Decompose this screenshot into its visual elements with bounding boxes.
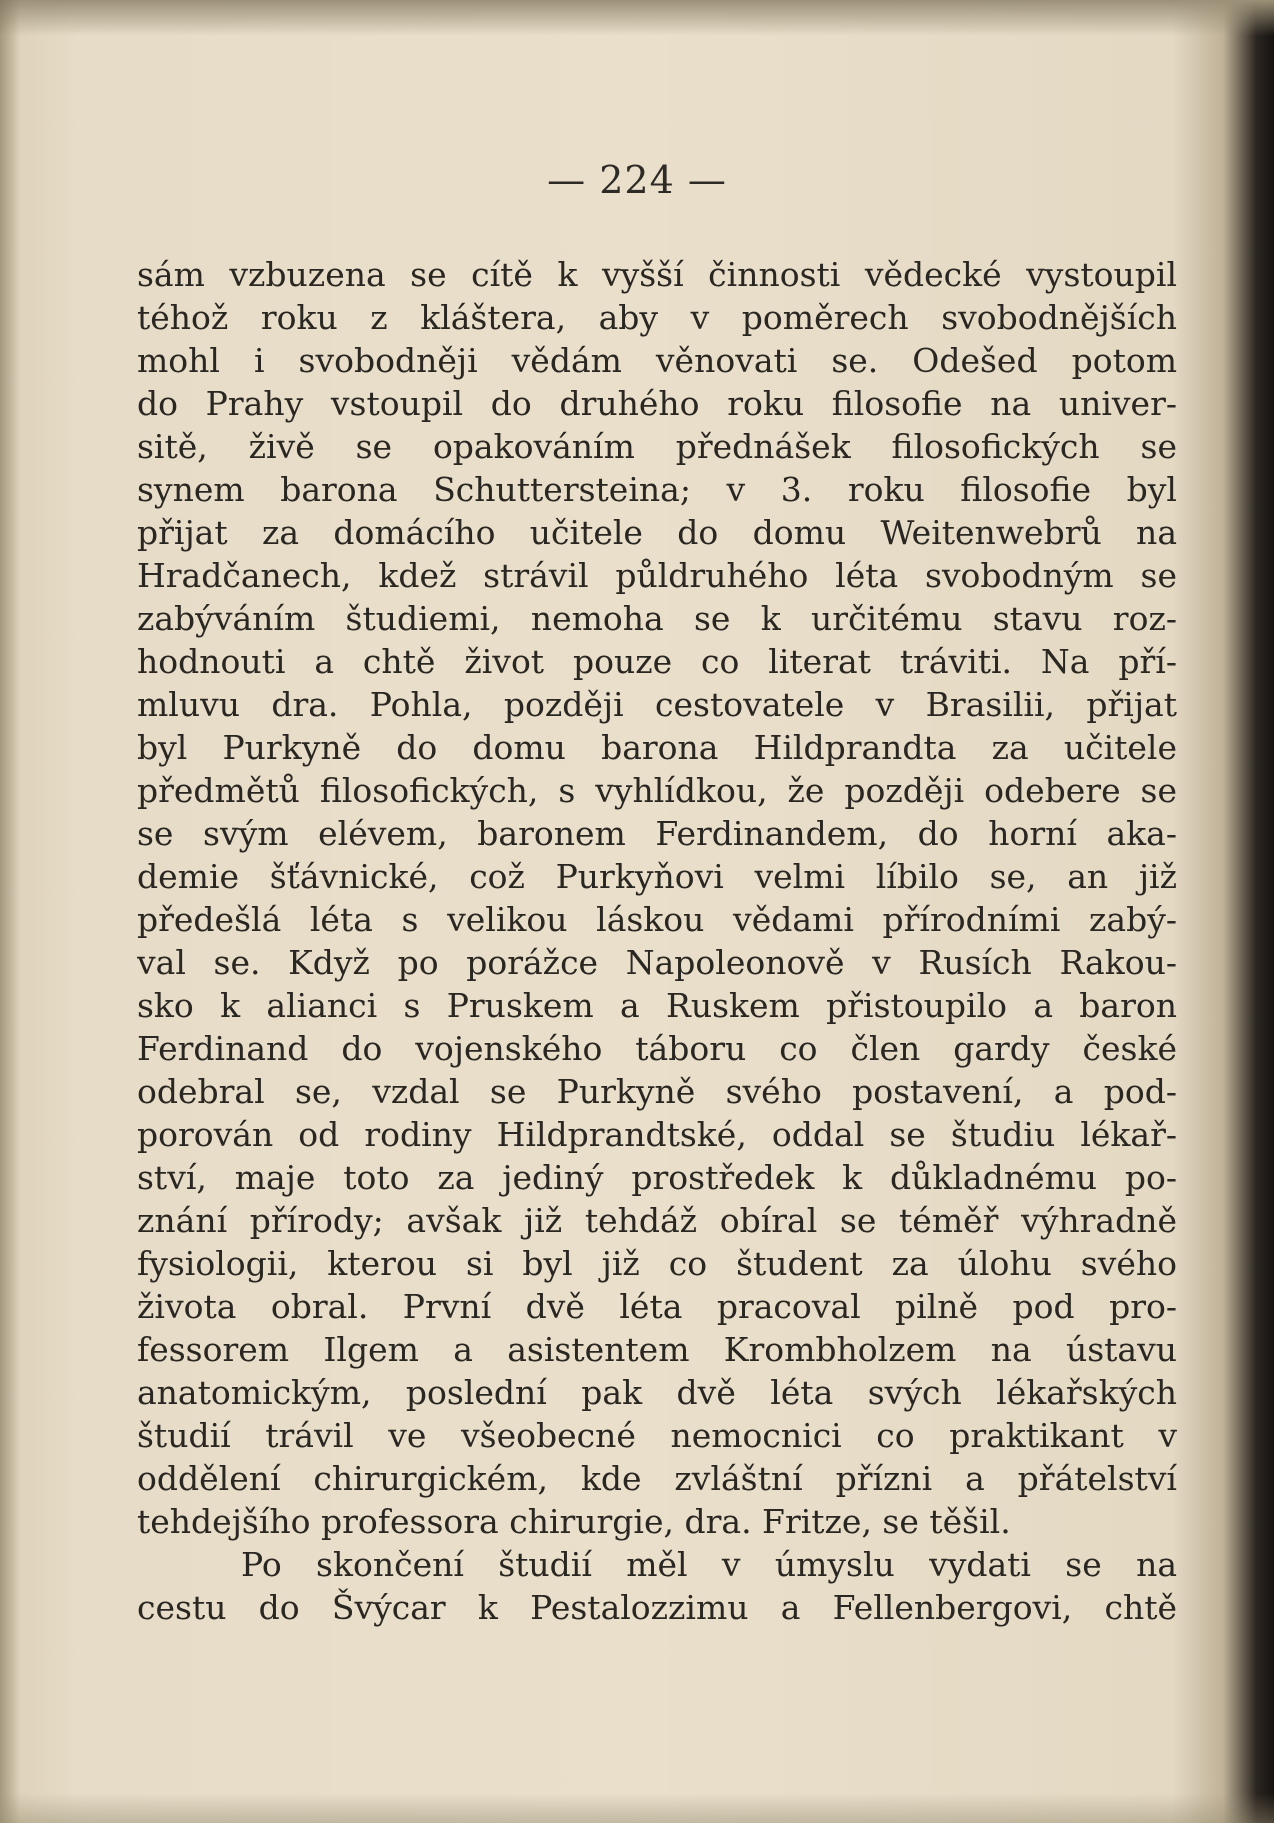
- text-line: sitě, živě se opakováním přednášek filosofických se: [137, 427, 1177, 466]
- text-line: synem barona Schuttersteina; v 3. roku filosofie byl: [137, 470, 1177, 509]
- text-line: téhož roku z kláštera, aby v poměrech svobodnějších: [137, 298, 1177, 337]
- text-line: porován od rodiny Hildprandtské, oddal se študiu lékař-: [137, 1115, 1177, 1154]
- body-text: [137, 253, 1177, 1629]
- text-line: Hradčanech, kdež strávil půldruhého léta svobodným se: [137, 556, 1177, 595]
- paragraph-first-line: Po skončení študií měl v úmyslu vydati se na: [241, 1545, 1177, 1584]
- text-line: znání přírody; avšak již tehdáž obíral se téměř výhradně: [137, 1201, 1177, 1240]
- text-line: předmětů filosofických, s vyhlídkou, že později odebere se: [137, 771, 1177, 810]
- text-line: byl Purkyně do domu barona Hildprandta za učitele: [137, 728, 1177, 767]
- page-number: — 224 —: [547, 158, 727, 202]
- page-bottom-shadow: [0, 1793, 1274, 1823]
- text-line: hodnouti a chtě život pouze co literat tráviti. Na pří-: [137, 642, 1177, 681]
- text-line: cestu do Švýcar k Pestalozzimu a Fellenbergovi, chtě: [137, 1588, 1177, 1627]
- text-line: předešlá léta s velikou láskou vědami přírodními zabý-: [137, 900, 1177, 939]
- text-line: anatomickým, poslední pak dvě léta svých lékařských: [137, 1373, 1177, 1412]
- text-line: sám vzbuzena se cítě k vyšší činnosti vědecké vystoupil: [137, 255, 1177, 294]
- text-line: tehdejšího professora chirurgie, dra. Fritze, se těšil.: [137, 1502, 1011, 1541]
- text-line: val se. Když po porážce Napoleonově v Rusích Rakou-: [137, 943, 1177, 982]
- text-line: přijat za domácího učitele do domu Weitenwebrů na: [137, 513, 1177, 552]
- page-gutter-shadow: [0, 0, 20, 1823]
- text-line: demie šťávnické, což Purkyňovi velmi líbilo se, an již: [137, 857, 1177, 896]
- page-top-shadow: [0, 0, 1274, 36]
- text-line: fysiologii, kterou si byl již co študent za úlohu svého: [137, 1244, 1177, 1283]
- text-line: ství, maje toto za jediný prostředek k důkladnému po-: [137, 1158, 1177, 1197]
- text-line: fessorem Ilgem a asistentem Krombholzem na ústavu: [137, 1330, 1177, 1369]
- text-line: života obral. První dvě léta pracoval pilně pod pro-: [137, 1287, 1177, 1326]
- text-line: mohl i svobodněji vědám věnovati se. Odešed potom: [137, 341, 1177, 380]
- text-line: oddělení chirurgickém, kde zvláštní přízni a přátelství: [137, 1459, 1177, 1498]
- text-line: mluvu dra. Pohla, později cestovatele v Brasilii, přijat: [137, 685, 1177, 724]
- text-line: sko k alianci s Pruskem a Ruskem přistoupilo a baron: [137, 986, 1177, 1025]
- text-line: Ferdinand do vojenského táboru co člen gardy české: [137, 1029, 1177, 1068]
- text-line: zabýváním študiemi, nemoha se k určitému stavu roz-: [137, 599, 1177, 638]
- text-line: do Prahy vstoupil do druhého roku filosofie na univer-: [137, 384, 1177, 423]
- text-line: odebral se, vzdal se Purkyně svého postavení, a pod-: [137, 1072, 1177, 1111]
- text-line: se svým elévem, baronem Ferdinandem, do horní aka-: [137, 814, 1177, 853]
- text-line: študií trávil ve všeobecné nemocnici co praktikant v: [137, 1416, 1177, 1455]
